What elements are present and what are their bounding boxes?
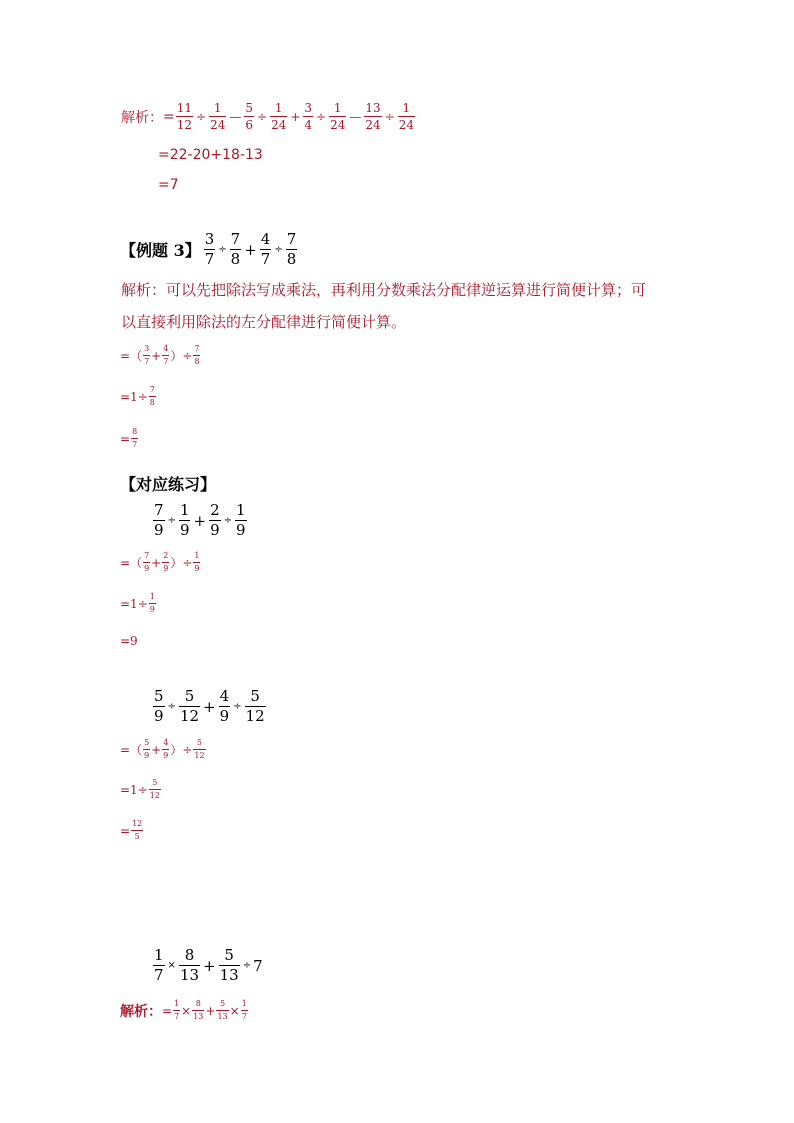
operator: +: [290, 109, 301, 124]
practice-3-label: 解析：: [120, 1003, 162, 1020]
analysis-label: 解析：: [121, 109, 163, 126]
example-3-heading: [120, 232, 298, 267]
example-3-step-3: = $\frac{8}{7}$: [120, 427, 138, 449]
fraction: $\frac{1}{24}$: [271, 101, 287, 132]
practice-1-step-1: =（ $\frac{7}{9}$ + $\frac{2}{9}$ ）÷ $\frac{1}{9}$: [120, 551, 200, 573]
example-3-step-2: =1÷ $\frac{7}{8}$: [120, 385, 155, 407]
example-3-expression: $\frac{3}{7}$ ÷ $\frac{7}{8}$ + $\frac{4}{7}$ ÷ $\frac{7}{8}$: [204, 230, 297, 268]
analysis-line-1: [121, 102, 416, 131]
practice-2-step-2: =1÷ $\frac{5}{12}$: [120, 778, 160, 800]
operator: —: [349, 109, 362, 124]
example-3-title: 【例题 3】: [120, 241, 201, 260]
fraction: $\frac{13}{24}$: [365, 101, 381, 132]
practice-3-analysis: 解析： = $\frac{1}{7}$ × $\frac{8}{13}$ + $\frac{5}{13}$ × $\frac{1}{7}$: [120, 999, 247, 1021]
practice-1-step-2: =1÷ $\frac{1}{9}$: [120, 592, 155, 614]
example-3-step-1: =（ $\frac{3}{7}$ + $\frac{4}{7}$ ）÷ $\frac{7}{8}$: [120, 344, 200, 366]
fraction: $\frac{3}{4}$: [304, 101, 313, 132]
analysis-line-2: =22-20+18-13: [158, 147, 263, 163]
division-expression: [175, 102, 416, 131]
practice-1-step-3: =9: [120, 634, 138, 648]
operator: ÷: [384, 109, 395, 124]
fraction: $\frac{1}{24}$: [398, 101, 415, 132]
practice-3-expression: $\frac{1}{7}$ × $\frac{8}{13}$ + $\frac{5}{13}$ ÷ 7: [154, 946, 263, 984]
example-3-desc-2: 以直接利用除法的左分配律进行简便计算。: [121, 313, 407, 331]
practice-2-step-1: =（ $\frac{5}{9}$ + $\frac{4}{9}$ ）÷ $\frac{5}{12}$: [120, 738, 205, 760]
practice-2-step-3: = $\frac{12}{5}$: [120, 819, 143, 841]
operator: ÷: [257, 109, 268, 124]
operator: ÷: [196, 109, 207, 124]
equals-sign: =: [163, 108, 175, 125]
fraction: $\frac{1}{24}$: [330, 101, 346, 132]
operator: ÷: [316, 109, 327, 124]
practice-title: 【对应练习】: [120, 475, 217, 494]
fraction: $\frac{1}{24}$: [210, 101, 226, 132]
fraction: $\frac{11}{12}$: [176, 101, 193, 132]
practice-2-expression: $\frac{5}{9}$ ÷ $\frac{5}{12}$ + $\frac{4}{9}$ ÷ $\frac{5}{12}$: [154, 687, 265, 725]
example-3-desc-1: 解析：可以先把除法写成乘法，再利用分数乘法分配律逆运算进行简便计算；可: [121, 281, 647, 299]
analysis-line-3: =7: [158, 177, 179, 193]
operator: —: [229, 109, 242, 124]
practice-1-expression: $\frac{7}{9}$ ÷ $\frac{1}{9}$ + $\frac{2}{9}$ ÷ $\frac{1}{9}$: [154, 501, 246, 539]
fraction: $\frac{5}{6}$: [245, 101, 253, 132]
